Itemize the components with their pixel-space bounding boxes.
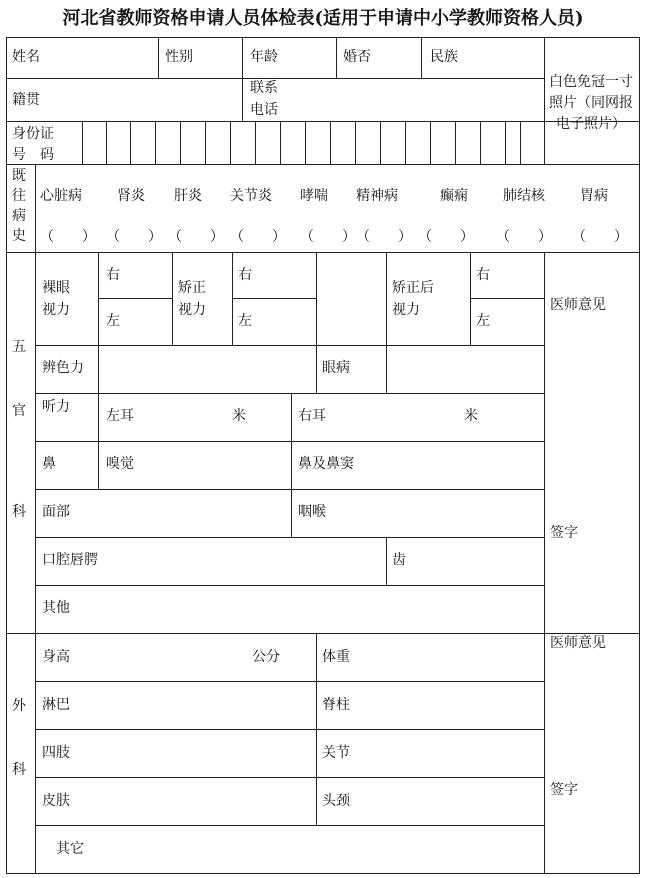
label-left-ear: 左耳 bbox=[106, 408, 134, 424]
grid-line bbox=[232, 252, 233, 346]
grid-line bbox=[35, 537, 545, 538]
history-disease-bracket: （ ） bbox=[168, 229, 224, 245]
label-right-ear: 右耳 bbox=[298, 408, 326, 424]
grid-line bbox=[35, 441, 545, 442]
label-color-vision: 辨色力 bbox=[42, 360, 84, 376]
grid-line bbox=[35, 489, 545, 490]
label-name: 姓名 bbox=[12, 49, 40, 65]
label-after-right: 右 bbox=[476, 267, 490, 283]
label-nose: 鼻 bbox=[42, 456, 56, 472]
label-left-ear-meter: 米 bbox=[232, 408, 246, 424]
history-disease-bracket: （ ） bbox=[496, 229, 552, 245]
label-waike-doctor-opinion: 医师意见 bbox=[550, 635, 606, 651]
grid-line bbox=[106, 121, 107, 165]
label-weight: 体重 bbox=[322, 649, 350, 665]
label-id-2: 号 码 bbox=[12, 147, 54, 163]
history-disease-bracket: （ ） bbox=[300, 229, 356, 245]
grid-line bbox=[470, 298, 545, 299]
form-title: 河北省教师资格申请人员体检表(适用于申请中小学教师资格人员) bbox=[62, 8, 584, 29]
label-corrected-left: 左 bbox=[238, 313, 252, 329]
grid-line bbox=[305, 121, 306, 165]
history-disease-label: 心脏病 bbox=[40, 188, 82, 204]
label-waike-2: 科 bbox=[12, 762, 26, 778]
label-throat: 咽喉 bbox=[298, 504, 326, 520]
grid-line bbox=[520, 121, 521, 165]
grid-line bbox=[380, 121, 381, 165]
label-eye-disease: 眼病 bbox=[322, 360, 350, 376]
grid-line bbox=[421, 37, 422, 79]
label-oral: 口腔唇腭 bbox=[42, 552, 98, 568]
label-wuguan-2: 官 bbox=[12, 403, 26, 419]
grid-line bbox=[98, 345, 99, 490]
history-disease-bracket: （ ） bbox=[572, 229, 628, 245]
grid-line bbox=[639, 37, 640, 874]
grid-line bbox=[455, 121, 456, 165]
label-height: 身高 bbox=[42, 649, 70, 665]
label-history: 既 往 病 史 bbox=[12, 168, 26, 244]
history-disease-label: 哮喘 bbox=[300, 188, 328, 204]
grid-line bbox=[98, 298, 173, 299]
label-lymph: 淋巴 bbox=[42, 697, 70, 713]
grid-line bbox=[155, 121, 156, 165]
history-disease-bracket: （ ） bbox=[230, 229, 286, 245]
grid-line bbox=[230, 121, 231, 165]
label-smell: 嗅觉 bbox=[106, 456, 134, 472]
history-disease-label: 癫痫 bbox=[440, 188, 468, 204]
grid-line bbox=[480, 121, 481, 165]
history-disease-label: 肝炎 bbox=[174, 188, 202, 204]
label-limbs: 四肢 bbox=[42, 745, 70, 761]
grid-line bbox=[180, 121, 181, 165]
label-naked-left: 左 bbox=[106, 313, 120, 329]
grid-line bbox=[35, 825, 545, 826]
label-gender: 性别 bbox=[165, 49, 193, 65]
history-disease-bracket: （ ） bbox=[40, 229, 96, 245]
grid-line bbox=[386, 252, 387, 346]
history-disease-label: 肺结核 bbox=[503, 188, 545, 204]
grid-line bbox=[316, 345, 317, 394]
grid-line bbox=[355, 121, 356, 165]
grid-line bbox=[205, 121, 206, 165]
label-age: 年龄 bbox=[250, 49, 278, 65]
grid-line bbox=[291, 393, 292, 538]
grid-line bbox=[316, 252, 317, 346]
history-disease-label: 肾炎 bbox=[117, 188, 145, 204]
label-contact-2: 电话 bbox=[250, 102, 278, 118]
label-nose-sinus: 鼻及鼻窦 bbox=[298, 456, 354, 472]
label-waike-signature: 签字 bbox=[550, 782, 578, 798]
label-wuguan-doctor-opinion: 医师意见 bbox=[550, 297, 606, 313]
history-disease-label: 精神病 bbox=[356, 188, 398, 204]
label-corrected-vision: 矫正视力 bbox=[178, 280, 206, 318]
label-ethnicity: 民族 bbox=[430, 49, 458, 65]
label-wuguan-signature: 签字 bbox=[550, 525, 578, 541]
label-naked-right: 右 bbox=[106, 267, 120, 283]
label-marital: 婚否 bbox=[343, 49, 371, 65]
grid-line bbox=[242, 78, 243, 122]
grid-line bbox=[242, 37, 243, 79]
photo-placeholder-note: 白色免冠一寸照片（同网报电子照片） bbox=[549, 74, 633, 132]
grid-line bbox=[280, 121, 281, 165]
label-native-place: 籍贯 bbox=[12, 92, 40, 108]
history-disease-label: 胃病 bbox=[580, 188, 608, 204]
grid-line bbox=[330, 121, 331, 165]
label-teeth: 齿 bbox=[392, 552, 406, 568]
label-corrected-right: 右 bbox=[238, 267, 252, 283]
grid-line bbox=[470, 252, 471, 346]
label-waike-other: 其它 bbox=[56, 841, 84, 857]
label-naked-vision: 裸眼视力 bbox=[42, 280, 70, 318]
history-disease-bracket: （ ） bbox=[418, 229, 474, 245]
grid-line bbox=[505, 121, 506, 165]
grid-line bbox=[35, 393, 545, 394]
grid-line bbox=[130, 121, 131, 165]
grid-line bbox=[35, 729, 545, 730]
grid-line bbox=[35, 164, 36, 874]
grid-line bbox=[82, 121, 83, 165]
label-wuguan-1: 五 bbox=[12, 339, 26, 355]
label-head-neck: 头颈 bbox=[322, 793, 350, 809]
label-skin: 皮肤 bbox=[42, 793, 70, 809]
grid-line bbox=[405, 121, 406, 165]
label-spine: 脊柱 bbox=[322, 697, 350, 713]
grid-line bbox=[35, 777, 545, 778]
grid-line bbox=[6, 37, 7, 874]
grid-line bbox=[98, 252, 99, 346]
label-after-correction: 矫正后视力 bbox=[392, 280, 434, 318]
grid-line bbox=[158, 37, 159, 79]
history-disease-label: 关节炎 bbox=[230, 188, 272, 204]
label-waike-1: 外 bbox=[12, 698, 26, 714]
label-wuguan-other: 其他 bbox=[42, 600, 70, 616]
grid-line bbox=[35, 345, 545, 346]
grid-line bbox=[386, 345, 387, 394]
grid-line bbox=[35, 681, 545, 682]
label-contact-1: 联系 bbox=[250, 80, 278, 96]
grid-line bbox=[386, 537, 387, 586]
history-disease-bracket: （ ） bbox=[356, 229, 412, 245]
grid-line bbox=[336, 37, 337, 79]
grid-line bbox=[544, 37, 545, 165]
history-disease-bracket: （ ） bbox=[106, 229, 162, 245]
label-after-left: 左 bbox=[476, 313, 490, 329]
grid-line bbox=[172, 252, 173, 346]
label-joints: 关节 bbox=[322, 745, 350, 761]
grid-line bbox=[430, 121, 431, 165]
label-id-1: 身份证 bbox=[12, 126, 54, 142]
label-face: 面部 bbox=[42, 504, 70, 520]
grid-line bbox=[35, 585, 545, 586]
label-height-unit: 公分 bbox=[252, 649, 280, 665]
label-right-ear-meter: 米 bbox=[464, 408, 478, 424]
label-wuguan-3: 科 bbox=[12, 504, 26, 520]
grid-line bbox=[255, 121, 256, 165]
label-hearing: 听力 bbox=[42, 399, 70, 415]
grid-line bbox=[232, 298, 317, 299]
